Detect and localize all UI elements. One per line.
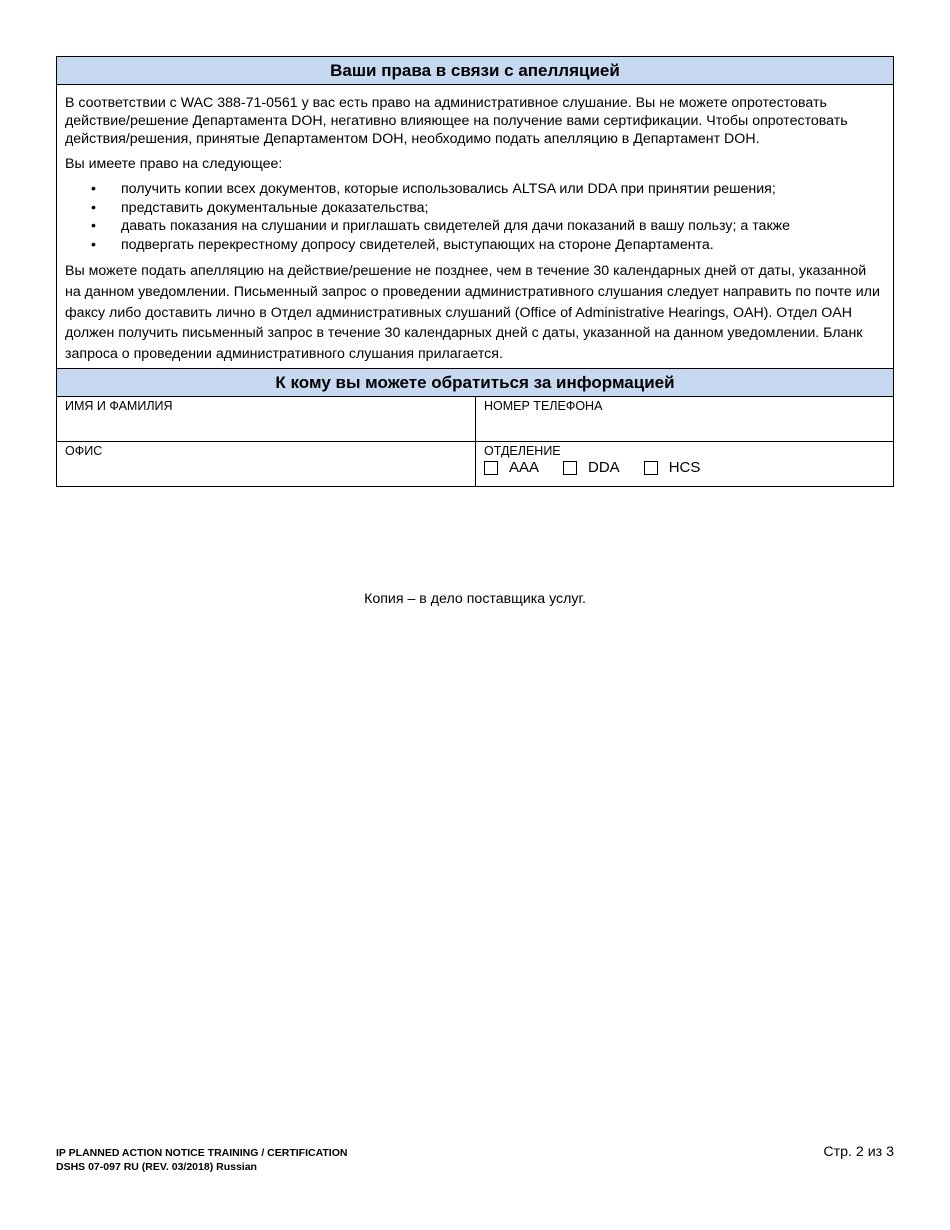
footer-form-title: IP PLANNED ACTION NOTICE TRAINING / CERTIFICATION bbox=[56, 1147, 348, 1159]
department-options bbox=[484, 459, 885, 476]
copy-note: Копия – в дело поставщика услуг. bbox=[364, 591, 586, 607]
contact-row-office-department bbox=[57, 441, 893, 486]
rights-list bbox=[65, 180, 885, 254]
footer-form-number: DSHS 07-097 RU (REV. 03/2018) Russian bbox=[56, 1160, 257, 1173]
name-field-label: ИМЯ И ФАМИЛИЯ bbox=[65, 399, 173, 414]
checkbox-dda[interactable] bbox=[563, 461, 577, 475]
phone-field-label: НОМЕР ТЕЛЕФОНА bbox=[484, 399, 603, 414]
rights-list-item: • подвергать перекрестному допросу свидетелей, выступающих на стороне Департамента. bbox=[65, 236, 885, 255]
appeal-rights-body bbox=[57, 85, 893, 368]
department-field-label: ОТДЕЛЕНИЕ bbox=[484, 444, 561, 459]
footer-form-info bbox=[56, 1147, 347, 1174]
checkbox-aaa[interactable] bbox=[484, 461, 498, 475]
department-option-aaa[interactable] bbox=[484, 459, 539, 476]
checkbox-label-hcs: HCS bbox=[668, 459, 701, 477]
department-field bbox=[476, 442, 893, 486]
appeal-intro-paragraph: В соответствии с WAC 388-71-0561 у вас есть право на административное слушание. Вы не можете опротестовать действие/решение Департамента DOH, негативно влияющее на получение вами сертификации. Чтобы опротестовать действия/решения, принятые Департаментом DOH, необходимо подать апелляцию в Департамент DOH. bbox=[65, 95, 848, 147]
appeal-rights-header: Ваши права в связи с апелляцией bbox=[57, 57, 893, 85]
notice-form bbox=[56, 56, 894, 487]
rights-lead-text: Вы имеете право на следующее: bbox=[65, 156, 283, 172]
checkbox-hcs[interactable] bbox=[644, 461, 658, 475]
office-field-label: ОФИС bbox=[65, 444, 103, 459]
office-field[interactable] bbox=[57, 442, 476, 486]
name-field[interactable] bbox=[57, 397, 476, 441]
checkbox-label-aaa: AAA bbox=[509, 459, 540, 477]
rights-list-item: • представить документальные доказательства; bbox=[65, 199, 885, 218]
department-option-dda[interactable] bbox=[563, 459, 620, 476]
rights-list-item: • получить копии всех документов, которые использовались ALTSA или DDA при принятии решения; bbox=[65, 180, 885, 199]
appeal-deadline-paragraph: Вы можете подать апелляцию на действие/решение не позднее, чем в течение 30 календарных дней от даты, указанной на данном уведомлении. Письменный запрос о проведении административного слушания следует направить по почте или факсу либо доставить лично в Отдел административных слушаний (Office of Administrative Hearings, OAH). Отдел OAH должен получить письменный запрос в течение 30 календарных дней с даты, указанной на данном уведомлении. Бланк запроса о проведении административного слушания прилагается. bbox=[65, 263, 880, 362]
phone-field[interactable] bbox=[476, 397, 893, 441]
checkbox-label-dda: DDA bbox=[588, 459, 620, 477]
page-number: Стр. 2 из 3 bbox=[823, 1144, 894, 1160]
department-option-hcs[interactable] bbox=[644, 459, 701, 476]
contact-row-name-phone bbox=[57, 397, 893, 441]
rights-list-item: • давать показания на слушании и приглашать свидетелей для дачи показаний в вашу пользу; а также bbox=[65, 217, 885, 236]
contact-info-header: К кому вы можете обратиться за информацией bbox=[57, 368, 893, 397]
